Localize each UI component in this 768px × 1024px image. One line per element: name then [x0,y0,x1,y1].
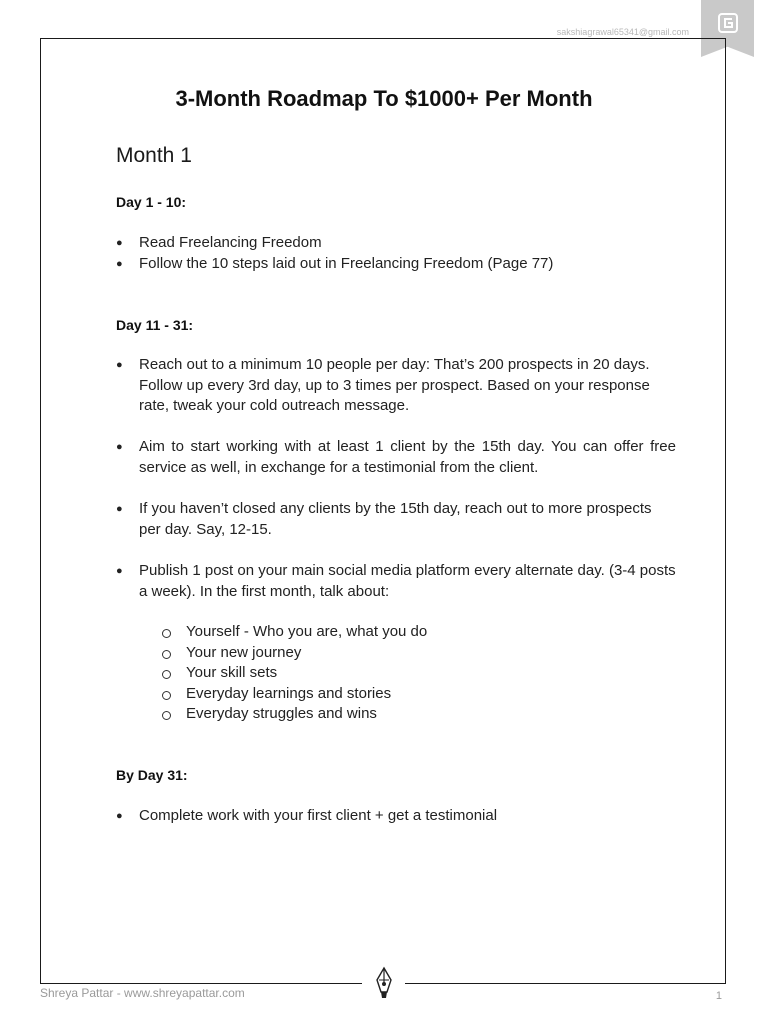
section2-list [116,437,676,478]
section2-sublist [162,622,642,725]
section2-list [116,561,676,602]
sub-list-item: Your skill sets [162,663,642,684]
sub-list-item: Your new journey [162,643,642,664]
section-heading-day-1-10: Day 1 - 10: [116,194,187,210]
list-item: ● Reach out to a minimum 10 people per day: That’s 200 prospects in 20 days. Follow up every 3rd day, up to 3 times per prospect. Based on your response rate, tweak your cold outreach message. [116,355,676,417]
section2-list [116,355,676,417]
list-item: ● Follow the 10 steps laid out in Freelancing Freedom (Page 77) [116,254,676,275]
section-heading-by-day-31: By Day 31: [116,767,188,783]
frame-bottom-right [405,983,726,984]
sub-list-item: Everyday struggles and wins [162,704,642,725]
list-item: ● Read Freelancing Freedom [116,233,676,254]
fountain-pen-nib-icon [371,966,397,1002]
list-item: ● Aim to start working with at least 1 client by the 15th day. You can offer free service as well, in exchange for a testimonial from the client. [116,437,676,478]
list-item: ● Complete work with your first client + get a testimonial [116,806,676,827]
frame-bottom-left [40,983,362,984]
section2-list [116,499,676,540]
sub-list-item: Yourself - Who you are, what you do [162,622,642,643]
list-item: ● If you haven’t closed any clients by the 15th day, reach out to more prospects per day. Say, 12-15. [116,499,676,540]
section-heading-day-11-31: Day 11 - 31: [116,317,194,333]
footer-author: Shreya Pattar - www.shreyapattar.com [40,986,245,1000]
page-title: 3-Month Roadmap To $1000+ Per Month [175,86,593,111]
list-item: ● Publish 1 post on your main social media platform every alternate day. (3-4 posts a week). In the first month, talk about: [116,561,676,602]
month-heading: Month 1 [116,144,192,167]
section3-list [116,806,676,827]
user-email: sakshiagrawal65341@gmail.com [556,27,689,37]
sub-list-item: Everyday learnings and stories [162,684,642,705]
section1-list [116,233,676,274]
bookmark-logo-icon [717,12,739,34]
page-number: 1 [715,990,722,1002]
